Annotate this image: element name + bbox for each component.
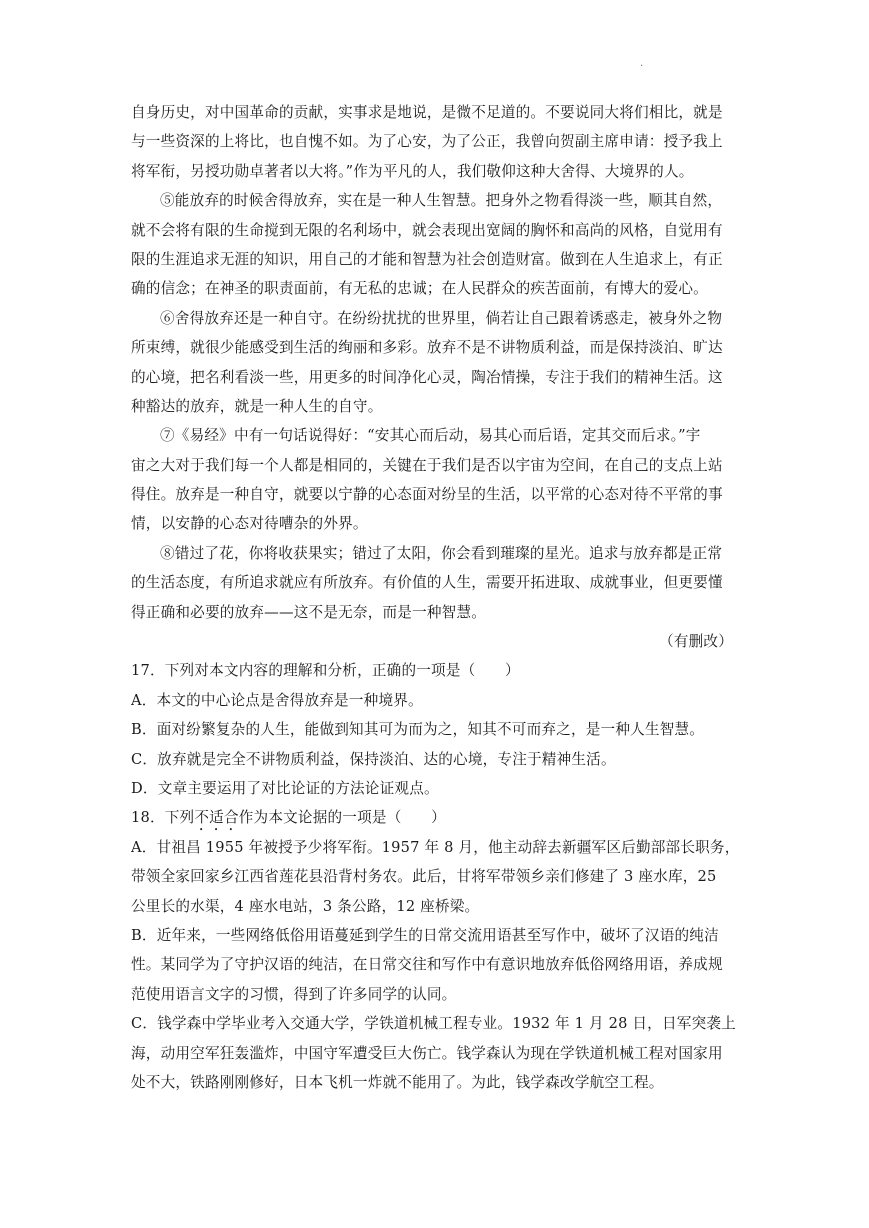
option-a: [131, 833, 741, 921]
option-b: [131, 921, 741, 1009]
text-line: 海，动用空军狂轰滥炸，中国守军遭受巨大伤亡。钱学森认为现在学铁道机械工程对国家用: [131, 1044, 723, 1062]
text-line: 公里长的水渠，4 座水电站，3 条公路，12 座桥梁。: [131, 897, 480, 915]
question-stem: 17．下列对本文内容的理解和分析，正确的一项是（ ）: [131, 662, 520, 680]
document-content: [131, 98, 741, 1097]
header-mark: .: [640, 58, 644, 69]
text-line: 情，以安静的心态对待嘈杂的外界。: [131, 515, 368, 533]
option-b: B．面对纷繁复杂的人生，能做到知其可为而为之，知其不可而弃之，是一种人生智慧。: [131, 721, 705, 739]
text-line: C．钱学森中学毕业考入交通大学，学铁道机械工程专业。1932 年 1 月 28 日，日军突袭上: [131, 1015, 736, 1033]
option-a: A．本文的中心论点是舍得放弃是一种境界。: [131, 691, 423, 709]
text-line: 种豁达的放弃，就是一种人生的自守。: [131, 397, 383, 415]
text-line: 就不会将有限的生命搅到无限的名利场中，就会表现出宽阔的胸怀和高尚的风格，自觉用有: [131, 221, 723, 239]
option-c: C．放弃就是完全不讲物质利益，保持淡泊、达的心境，专注于精神生活。: [131, 750, 616, 768]
text-line: 性。某同学为了守护汉语的纯洁，在日常交往和写作中有意识地放弃低俗网络用语，养成规: [131, 956, 723, 974]
paragraph-6: [131, 304, 741, 422]
text-line: 限的生涯追求无涯的知识，用自己的才能和智慧为社会创造财富。做到在人生追求上，有正: [131, 250, 723, 268]
text-line: 所束缚，就很少能感受到生活的绚丽和多彩。放弃不是不讲物质利益，而是保持淡泊、旷达: [131, 339, 723, 357]
text-line: 处不大，铁路刚刚修好，日本飞机一炸就不能用了。为此，钱学森改学航空工程。: [131, 1073, 664, 1091]
text-line: ⑧错过了花，你将收获果实；错过了太阳，你会看到璀璨的星光。追求与放弃都是正常: [160, 544, 723, 562]
paragraph-8: [131, 539, 741, 627]
text-line: 自身历史，对中国革命的贡献，实事求是地说，是微不足道的。不要说同大将们相比，就是: [131, 104, 723, 121]
question-18: [131, 803, 741, 1097]
text-line: 确的信念；在神圣的职责面前，有无私的忠诚；在人民群众的疾苦面前，有博大的爱心。: [131, 280, 708, 298]
paragraph-5: [131, 186, 741, 304]
text-line: 宙之大对于我们每一个人都是相同的，关键在于我们是否以宇宙为空间，在自己的支点上站: [131, 456, 723, 474]
text-line: 得正确和必要的放弃——这不是无奈，而是一种智慧。: [131, 603, 487, 621]
stem-prefix: 18．下列: [131, 809, 195, 827]
text-line: ⑥舍得放弃还是一种自守。在纷纷扰扰的世界里，倘若让自己跟着诱惑走，被身外之物: [160, 309, 723, 327]
text-line: 范使用语言文字的习惯，得到了许多同学的认同。: [131, 985, 457, 1003]
text-line: ⑦《易经》中有一句话说得好：“安其心而后动，易其心而后语，定其交而后求。”宇: [160, 427, 701, 445]
text-line: A．甘祖昌 1955 年被授予少将军衔。1957 年 8 月，他主动辞去新疆军区后勤部部长职务，: [131, 838, 740, 856]
stem-emphasis: 不适合: [194, 809, 239, 827]
text-line: 的心境，把名利看淡一些，用更多的时间净化心灵，陶冶情操，专注于我们的精神生活。这: [131, 368, 723, 386]
text-line: 带领全家回家乡江西省莲花县沿背村务农。此后，甘将军带领乡亲们修建了 3 座水库，25: [131, 868, 717, 886]
text-line: 与一些资深的上将比，也自愧不如。为了心安，为了公正，我曾向贺副主席申请：授予我上: [131, 133, 723, 151]
text-line: 的生活态度，有所追求就应有所放弃。有价值的人生，需要开拓进取、成就事业，但更要懂: [131, 574, 723, 592]
text-line: ⑤能放弃的时候舍得放弃，实在是一种人生智慧。把身外之物看得淡一些，顺其自然，: [160, 192, 723, 210]
text-line: B．近年来，一些网络低俗用语蔓延到学生的日常交流用语甚至写作中，破坏了汉语的纯洁: [131, 926, 719, 944]
paragraph-7: [131, 421, 741, 539]
text-line: 得住。放弃是一种自守，就要以宁静的心态面对纷呈的生活，以平常的心态对待不平常的事: [131, 486, 723, 504]
stem-suffix: 作为本文论据的一项是（ ）: [238, 809, 446, 827]
option-c: [131, 1009, 741, 1097]
intro-paragraph: [131, 98, 741, 186]
option-d: D．文章主要运用了对比论证的方法论证观点。: [131, 779, 439, 797]
question-stem: [131, 803, 741, 832]
text-line: 将军衔，另授功勋卓著者以大将。”作为平凡的人，我们敬仰这种大舍得、大境界的人。: [131, 162, 694, 180]
question-17: [131, 656, 741, 803]
source-note: （有删改）: [659, 633, 733, 651]
